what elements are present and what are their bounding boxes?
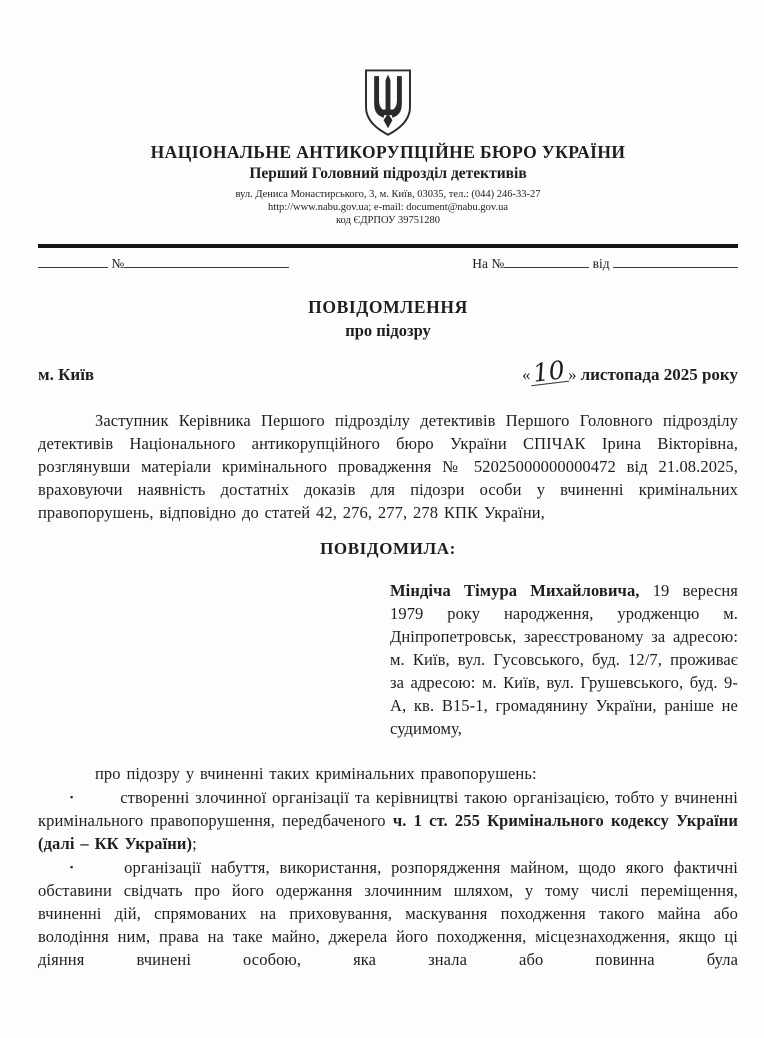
charge-item-2 xyxy=(38,856,738,971)
date-text: листопада 2025 року xyxy=(580,365,738,384)
contacts-line: http://www.nabu.gov.ua; e-mail: document@nabu.gov.ua xyxy=(267,202,509,213)
page-subtitle: про підозру xyxy=(345,321,431,340)
handwritten-day: 10 xyxy=(529,360,569,386)
number-label: № xyxy=(111,256,125,271)
charges-intro: про підозру у вчиненні таких кримінальних правопорушень: xyxy=(95,764,537,783)
charge2-text: організації набуття, використання, розпорядження майном, щодо якого фактичні обставини свідчать про його одержання злочинним шляхом, у тому числі переміщення, вчиненні дій, спрямованих на приховування, маскування походження такого майна або володіння ним, права на таке майно, джерела його походження, місцезнаходження, якщо ці діяння вчинені особою, яка знала або повинна була xyxy=(38,858,738,969)
page-title: ПОВІДОМЛЕННЯ xyxy=(308,297,468,317)
blank-field xyxy=(504,254,589,268)
header-divider xyxy=(38,244,738,248)
city-label: м. Київ xyxy=(38,365,95,384)
reference-row xyxy=(38,254,738,273)
bullet-square-icon: ▪ xyxy=(70,862,78,872)
intro-paragraph: Заступник Керівника Першого підрозділу детективів Першого Головного підрозділу детективів Національного антикорупційного бюро України СПІЧАК Ірина Вікторівна, розглянувши матеріали кримінального провадження № 52025000000000472 від 21.08.2025, враховуючи наявність достатніх доказів для підозри особи у вчиненні кримінальних правопорушень, відповідно до статей 42, 276, 277, 278 КПК України, xyxy=(38,411,738,522)
close-quote: » xyxy=(568,365,577,384)
suspect-details xyxy=(390,579,738,740)
address-line: вул. Дениса Монастирського, 3, м. Київ, 03035, тел.: (044) 246-33-27 xyxy=(235,189,541,200)
from-label: від xyxy=(592,256,610,271)
announce-heading: ПОВІДОМИЛА: xyxy=(320,539,456,558)
bullet-square-icon: ▪ xyxy=(70,792,74,802)
charge1-text: створенні злочинної організації та керівництві такою організацією, тобто у вчиненні кримінального правопорушення, передбаченого xyxy=(38,788,738,830)
suspect-name: Міндіча Тімура Михайловича, xyxy=(390,581,640,600)
letterhead xyxy=(38,68,738,227)
blank-field xyxy=(613,254,738,268)
charge1-article: ч. 1 ст. 255 Кримінального кодексу України (далі – КК України) xyxy=(38,811,739,853)
charge-item-1 xyxy=(38,786,738,855)
org-name: НАЦІОНАЛЬНЕ АНТИКОРУПЦІЙНЕ БЮРО УКРАЇНИ xyxy=(150,142,626,162)
blank-field xyxy=(124,254,289,268)
blank-field xyxy=(38,254,108,268)
charge1-tail: ; xyxy=(192,834,197,853)
ukraine-trident-emblem-icon xyxy=(361,68,415,138)
open-quote: « xyxy=(522,365,531,384)
date-label xyxy=(522,355,738,388)
incoming-ref xyxy=(472,254,738,273)
division-name: Перший Головний підрозділ детективів xyxy=(249,165,527,182)
suspect-info: 19 вересня 1979 року народження, уродженцю м. Дніпропетровськ, зареєстрованому за адресою: м. Київ, вул. Гусовського, буд. 12/7, проживає за адресою: м. Київ, вул. Грушевського, буд. 9-А, кв. В15-1, громадянину України, раніше не судимому, xyxy=(390,581,738,738)
edrpou-line: код ЄДРПОУ 39751280 xyxy=(335,215,441,226)
reply-number-label: На № xyxy=(472,256,505,271)
outgoing-ref xyxy=(38,254,289,273)
dateline xyxy=(38,355,738,388)
